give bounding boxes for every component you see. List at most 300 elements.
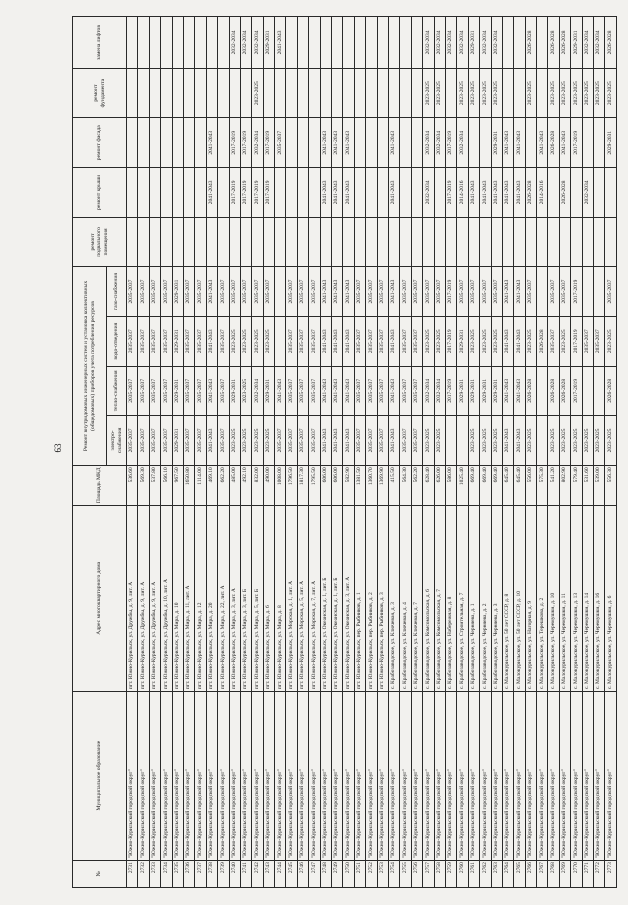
cell-area: 1008.00 xyxy=(275,465,286,505)
cell-num: 2733 xyxy=(149,860,160,887)
cell-gas: 2035-2037 xyxy=(548,267,559,317)
cell-area: 492.10 xyxy=(240,465,251,505)
cell-water: 2041-2043 xyxy=(343,316,354,366)
cell-lift xyxy=(218,17,229,69)
cell-num: 2732 xyxy=(138,860,149,887)
table-row xyxy=(172,17,183,888)
header-electro: электро-снабжения xyxy=(107,416,127,466)
cell-heat: 2035-2037 xyxy=(218,366,229,416)
cell-basement xyxy=(594,217,605,267)
cell-basement xyxy=(206,217,217,267)
cell-foundation xyxy=(366,68,377,118)
cell-num: 2757 xyxy=(423,860,434,887)
cell-foundation xyxy=(309,68,320,118)
cell-municipality: "Южно-Курильский городской округ" xyxy=(127,691,138,860)
cell-electro xyxy=(537,416,548,466)
cell-heat: 2032-2034 xyxy=(252,366,263,416)
cell-gas: 2035-2037 xyxy=(138,267,149,317)
cell-roof xyxy=(366,168,377,218)
cell-foundation xyxy=(161,68,172,118)
cell-gas: 2035-2037 xyxy=(434,267,445,317)
cell-area: 669.40 xyxy=(491,465,502,505)
cell-heat: 2035-2037 xyxy=(297,366,308,416)
cell-heat: 2041-2043 xyxy=(502,366,513,416)
cell-foundation xyxy=(149,68,160,118)
cell-lift: 2032-2034 xyxy=(582,17,593,69)
cell-municipality: "Южно-Курильский городской округ" xyxy=(388,691,399,860)
cell-municipality: "Южно-Курильский городской округ" xyxy=(297,691,308,860)
cell-foundation xyxy=(263,68,274,118)
cell-basement xyxy=(309,217,320,267)
cell-facade: 2032-2034 xyxy=(457,118,468,168)
cell-num: 2765 xyxy=(514,860,525,887)
cell-water: 2035-2037 xyxy=(138,316,149,366)
cell-address: с. Крабозаводское, ул. Черняева, д. 2 xyxy=(480,505,491,691)
cell-num: 2769 xyxy=(559,860,570,887)
table-row xyxy=(502,17,513,888)
cell-roof xyxy=(411,168,422,218)
cell-facade: 2029-2031 xyxy=(605,118,616,168)
table-row xyxy=(183,17,194,888)
cell-facade: 2041-2043 xyxy=(559,118,570,168)
cell-num: 2773 xyxy=(605,860,616,887)
cell-num: 2735 xyxy=(172,860,183,887)
cell-address: с. Малокурильское, ул. Терешкова, д. 2 xyxy=(537,505,548,691)
table-row xyxy=(206,17,217,888)
cell-heat: 2035-2037 xyxy=(127,366,138,416)
cell-water: 2023-2025 xyxy=(434,316,445,366)
cell-municipality: "Южно-Курильский городской округ" xyxy=(275,691,286,860)
cell-lift xyxy=(377,17,388,69)
table-row xyxy=(127,17,138,888)
cell-roof xyxy=(286,168,297,218)
table-row xyxy=(240,17,251,888)
cell-facade xyxy=(400,118,411,168)
cell-num: 2738 xyxy=(206,860,217,887)
cell-num: 2748 xyxy=(320,860,331,887)
cell-heat: 2041-2043 xyxy=(275,366,286,416)
cell-electro: 2023-2025 xyxy=(263,416,274,466)
cell-gas xyxy=(537,267,548,317)
cell-electro: 2023-2025 xyxy=(480,416,491,466)
cell-basement xyxy=(149,217,160,267)
cell-lift: 2032-2034 xyxy=(252,17,263,69)
cell-gas: 2035-2037 xyxy=(218,267,229,317)
cell-num: 2760 xyxy=(457,860,468,887)
header-gas: газо-снабжения xyxy=(107,267,127,317)
cell-foundation xyxy=(286,68,297,118)
cell-heat: 2035-2037 xyxy=(183,366,194,416)
document-sheet xyxy=(72,16,612,888)
cell-municipality: "Южно-Курильский городской округ" xyxy=(423,691,434,860)
cell-basement xyxy=(275,217,286,267)
cell-lift: 2032-2034 xyxy=(480,17,491,69)
cell-gas xyxy=(582,267,593,317)
cell-lift xyxy=(195,17,206,69)
cell-basement xyxy=(400,217,411,267)
cell-electro xyxy=(445,416,456,466)
cell-heat: 2032-2034 xyxy=(423,366,434,416)
cell-address: с. Крабозаводское, ул. Ключевая, д. 3 xyxy=(388,505,399,691)
cell-water: 2035-2037 xyxy=(354,316,365,366)
cell-address: пгт. Южно-Курильск, ул. Мира, д. 10 xyxy=(172,505,183,691)
cell-address: с. Крабозаводское, ул. Черняева, д. 3 xyxy=(491,505,502,691)
cell-area: 606.00 xyxy=(332,465,343,505)
cell-basement xyxy=(343,217,354,267)
cell-gas: 2041-2043 xyxy=(332,267,343,317)
cell-municipality: "Южно-Курильский городской округ" xyxy=(411,691,422,860)
cell-foundation: 2023-2025 xyxy=(548,68,559,118)
header-roof: ремонт крыши xyxy=(73,168,127,218)
cell-roof: 2017-2019 xyxy=(229,168,240,218)
cell-gas: 2035-2037 xyxy=(468,267,479,317)
cell-facade xyxy=(354,118,365,168)
table-row xyxy=(297,17,308,888)
cell-heat: 2023-2025 xyxy=(240,366,251,416)
cell-address: с. Крабозаводское, ул. Ключевая, д. 4 xyxy=(400,505,411,691)
cell-electro: 2035-2037 xyxy=(411,416,422,466)
cell-municipality: "Южно-Курильский городской округ" xyxy=(252,691,263,860)
cell-heat: 2035-2037 xyxy=(149,366,160,416)
cell-electro: 2023-2025 xyxy=(582,416,593,466)
cell-electro: 2023-2025 xyxy=(252,416,263,466)
cell-water: 2023-2025 xyxy=(525,316,536,366)
table-header xyxy=(73,17,127,888)
cell-municipality: "Южно-Курильский городской округ" xyxy=(320,691,331,860)
cell-electro: 2023-2025 xyxy=(594,416,605,466)
cell-basement xyxy=(388,217,399,267)
cell-roof: 2041-2043 xyxy=(332,168,343,218)
cell-basement xyxy=(354,217,365,267)
cell-roof: 2017-2019 xyxy=(263,168,274,218)
cell-facade: 2029-2031 xyxy=(491,118,502,168)
cell-area: 569.30 xyxy=(138,465,149,505)
table-row xyxy=(263,17,274,888)
cell-gas: 2035-2037 xyxy=(377,267,388,317)
cell-foundation xyxy=(218,68,229,118)
cell-facade: 2032-2034 xyxy=(252,118,263,168)
cell-lift xyxy=(320,17,331,69)
cell-gas: 2041-2043 xyxy=(502,267,513,317)
cell-area: 802.90 xyxy=(559,465,570,505)
cell-foundation: 2023-2025 xyxy=(480,68,491,118)
cell-area: 662.20 xyxy=(218,465,229,505)
table-row xyxy=(161,17,172,888)
cell-gas: 2035-2037 xyxy=(127,267,138,317)
cell-foundation xyxy=(377,68,388,118)
cell-roof: 2026-2028 xyxy=(525,168,536,218)
cell-heat xyxy=(594,366,605,416)
table-row xyxy=(252,17,263,888)
cell-gas: 2035-2037 xyxy=(229,267,240,317)
cell-water: 2023-2025 xyxy=(229,316,240,366)
table-row xyxy=(149,17,160,888)
cell-foundation xyxy=(537,68,548,118)
cell-municipality: "Южно-Курильский городской округ" xyxy=(343,691,354,860)
cell-facade xyxy=(183,118,194,168)
cell-foundation: 2023-2025 xyxy=(457,68,468,118)
cell-water: 2035-2037 xyxy=(286,316,297,366)
cell-facade xyxy=(525,118,536,168)
cell-heat: 2035-2037 xyxy=(366,366,377,416)
cell-basement xyxy=(286,217,297,267)
cell-basement xyxy=(172,217,183,267)
cell-gas: 2035-2037 xyxy=(297,267,308,317)
cell-area: 669.40 xyxy=(480,465,491,505)
cell-electro: 2035-2037 xyxy=(195,416,206,466)
table-row xyxy=(525,17,536,888)
cell-area: 539.00 xyxy=(594,465,605,505)
cell-num: 2744 xyxy=(275,860,286,887)
cell-roof: 2041-2043 xyxy=(502,168,513,218)
cell-area: 1025.40 xyxy=(457,465,468,505)
cell-foundation xyxy=(183,68,194,118)
table-row xyxy=(218,17,229,888)
cell-basement xyxy=(502,217,513,267)
cell-municipality: "Южно-Курильский городской округ" xyxy=(468,691,479,860)
cell-municipality: "Южно-Курильский городской округ" xyxy=(354,691,365,860)
table-row xyxy=(343,17,354,888)
cell-roof: 2032-2034 xyxy=(582,168,593,218)
cell-heat: 2035-2037 xyxy=(161,366,172,416)
cell-electro: 2035-2037 xyxy=(218,416,229,466)
cell-electro: 2041-2043 xyxy=(514,416,525,466)
cell-roof: 2026-2028 xyxy=(559,168,570,218)
cell-water: 2023-2025 xyxy=(240,316,251,366)
cell-basement xyxy=(445,217,456,267)
cell-water: 2023-2025 xyxy=(491,316,502,366)
cell-basement xyxy=(183,217,194,267)
cell-address: пгт. Южно-Курильск, ул. Морская, д. 1, лит. А xyxy=(286,505,297,691)
cell-foundation xyxy=(388,68,399,118)
cell-facade: 2032-2034 xyxy=(423,118,434,168)
cell-municipality: "Южно-Курильский городской округ" xyxy=(206,691,217,860)
cell-foundation: 2023-2025 xyxy=(571,68,582,118)
cell-facade xyxy=(161,118,172,168)
cell-roof: 2041-2043 xyxy=(491,168,502,218)
cell-facade: 2041-2043 xyxy=(502,118,513,168)
cell-foundation xyxy=(502,68,513,118)
cell-electro: 2035-2037 xyxy=(138,416,149,466)
cell-num: 2743 xyxy=(263,860,274,887)
cell-heat: 2041-2043 xyxy=(388,366,399,416)
cell-electro: 2041-2043 xyxy=(343,416,354,466)
cell-foundation xyxy=(320,68,331,118)
cell-lift: 2032-2034 xyxy=(445,17,456,69)
table-row xyxy=(366,17,377,888)
cell-electro: 2035-2037 xyxy=(183,416,194,466)
cell-roof xyxy=(297,168,308,218)
cell-gas: 2035-2037 xyxy=(457,267,468,317)
cell-foundation xyxy=(297,68,308,118)
cell-foundation xyxy=(172,68,183,118)
header-address: Адрес многоквартирного дома xyxy=(73,505,127,691)
cell-facade: 2017-2019 xyxy=(571,118,582,168)
cell-municipality: "Южно-Курильский городской округ" xyxy=(161,691,172,860)
cell-address: пгт. Южно-Курильск, ул. Мира, д. 6 xyxy=(263,505,274,691)
table-row xyxy=(434,17,445,888)
cell-facade xyxy=(366,118,377,168)
cell-water: 2041-2043 xyxy=(206,316,217,366)
cell-water: 2029-2031 xyxy=(457,316,468,366)
cell-gas: 2035-2037 xyxy=(240,267,251,317)
cell-gas: 2041-2043 xyxy=(514,267,525,317)
cell-area: 1381.50 xyxy=(354,465,365,505)
cell-address: с. Малокурильское, ул. Черемушки, д. 14 xyxy=(582,505,593,691)
cell-water: 2041-2043 xyxy=(514,316,525,366)
cell-gas: 2035-2037 xyxy=(195,267,206,317)
cell-lift xyxy=(514,17,525,69)
cell-water: 2035-2037 xyxy=(297,316,308,366)
cell-gas xyxy=(275,267,286,317)
cell-roof: 2017-2019 xyxy=(445,168,456,218)
header-foundation: ремонт фундамента xyxy=(73,68,127,118)
cell-lift: 2032-2034 xyxy=(229,17,240,69)
cell-roof: 2041-2043 xyxy=(206,168,217,218)
table-row xyxy=(582,17,593,888)
cell-basement xyxy=(195,217,206,267)
cell-foundation: 2023-2025 xyxy=(594,68,605,118)
cell-lift xyxy=(127,17,138,69)
cell-foundation xyxy=(206,68,217,118)
cell-heat: 2035-2037 xyxy=(354,366,365,416)
cell-foundation xyxy=(195,68,206,118)
cell-lift: 2032-2034 xyxy=(240,17,251,69)
table-row xyxy=(275,17,286,888)
cell-roof xyxy=(548,168,559,218)
cell-num: 2755 xyxy=(400,860,411,887)
cell-lift: 2029-2031 xyxy=(468,17,479,69)
cell-municipality: "Южно-Курильский городской округ" xyxy=(582,691,593,860)
cell-roof: 2014-2016 xyxy=(537,168,548,218)
cell-lift xyxy=(343,17,354,69)
cell-electro: 2041-2043 xyxy=(502,416,513,466)
rotated-table-wrapper xyxy=(72,16,612,888)
cell-water: 2017-2019 xyxy=(445,316,456,366)
cell-basement xyxy=(434,217,445,267)
cell-area: 628.40 xyxy=(423,465,434,505)
cell-lift: 2032-2034 xyxy=(457,17,468,69)
cell-facade: 2041-2043 xyxy=(514,118,525,168)
cell-area: 490.00 xyxy=(263,465,274,505)
cell-gas: 2041-2043 xyxy=(320,267,331,317)
repair-schedule-table xyxy=(72,16,617,888)
table-row xyxy=(491,17,502,888)
cell-electro: 2035-2037 xyxy=(309,416,320,466)
cell-roof xyxy=(309,168,320,218)
cell-basement xyxy=(559,217,570,267)
cell-electro: 2035-2037 xyxy=(161,416,172,466)
cell-basement xyxy=(297,217,308,267)
cell-roof xyxy=(138,168,149,218)
cell-num: 2762 xyxy=(480,860,491,887)
cell-address: пгт. Южно-Курильск, ул. Дружбы, д. 9, лит. А xyxy=(138,505,149,691)
cell-address: с. Крабозаводское, ул. Комсомольская, д. 7 xyxy=(434,505,445,691)
cell-roof: 2041-2043 xyxy=(320,168,331,218)
cell-water: 2035-2037 xyxy=(400,316,411,366)
cell-lift xyxy=(138,17,149,69)
cell-area: 575.30 xyxy=(537,465,548,505)
table-row xyxy=(286,17,297,888)
cell-foundation xyxy=(275,68,286,118)
cell-lift xyxy=(161,17,172,69)
cell-heat: 2029-2031 xyxy=(491,366,502,416)
cell-foundation xyxy=(343,68,354,118)
cell-foundation: 2023-2025 xyxy=(559,68,570,118)
cell-roof xyxy=(161,168,172,218)
cell-roof xyxy=(218,168,229,218)
header-area: Площадь МКД xyxy=(73,465,127,505)
cell-facade: 2026-2028 xyxy=(548,118,559,168)
cell-num: 2753 xyxy=(377,860,388,887)
cell-address: пгт. Южно-Курильск, ул. Океанская, д. 1, лит. Б xyxy=(332,505,343,691)
cell-heat: 2017-2019 xyxy=(445,366,456,416)
cell-gas: 2035-2037 xyxy=(263,267,274,317)
page-number: 63 xyxy=(53,443,63,453)
cell-municipality: "Южно-Курильский городской округ" xyxy=(400,691,411,860)
cell-water: 2035-2037 xyxy=(195,316,206,366)
cell-basement xyxy=(525,217,536,267)
cell-water: 2041-2043 xyxy=(320,316,331,366)
cell-area: 626.00 xyxy=(434,465,445,505)
cell-facade xyxy=(594,118,605,168)
cell-heat: 2041-2043 xyxy=(514,366,525,416)
cell-gas: 2035-2037 xyxy=(161,267,172,317)
cell-foundation xyxy=(354,68,365,118)
cell-municipality: "Южно-Курильский городской округ" xyxy=(377,691,388,860)
cell-heat: 2041-2043 xyxy=(320,366,331,416)
table-row xyxy=(445,17,456,888)
cell-basement xyxy=(161,217,172,267)
table-row xyxy=(571,17,582,888)
cell-gas: 2035-2037 xyxy=(252,267,263,317)
cell-num: 2751 xyxy=(354,860,365,887)
cell-num: 2739 xyxy=(218,860,229,887)
cell-basement xyxy=(252,217,263,267)
cell-water: 2035-2037 xyxy=(183,316,194,366)
cell-lift xyxy=(309,17,320,69)
header-heat: тепло-снабжения xyxy=(107,366,127,416)
cell-roof xyxy=(354,168,365,218)
cell-address: с. Малокурильское, ул. Черемушки, д. 11 xyxy=(559,505,570,691)
cell-basement xyxy=(366,217,377,267)
cell-gas: 2029-2031 xyxy=(172,267,183,317)
cell-municipality: "Южно-Курильский городской округ" xyxy=(172,691,183,860)
table-row xyxy=(548,17,559,888)
cell-facade: 2041-2043 xyxy=(343,118,354,168)
cell-basement xyxy=(468,217,479,267)
cell-water: 2035-2037 xyxy=(218,316,229,366)
cell-lift xyxy=(502,17,513,69)
table-row xyxy=(457,17,468,888)
cell-gas: 2035-2037 xyxy=(605,267,616,317)
header-repair-group: Ремонт внутридомовых инженерных систем и установка коллективных (общедомовых) приборов учета потребления ресурсов xyxy=(73,267,107,465)
cell-roof xyxy=(275,168,286,218)
cell-basement xyxy=(537,217,548,267)
cell-municipality: "Южно-Курильский городской округ" xyxy=(445,691,456,860)
cell-gas: 2017-2019 xyxy=(571,267,582,317)
cell-address: с. Крабозаводское, ул. Ключевая, д. 7 xyxy=(411,505,422,691)
cell-municipality: "Южно-Курильский городской округ" xyxy=(183,691,194,860)
cell-municipality: "Южно-Курильский городской округ" xyxy=(332,691,343,860)
cell-num: 2745 xyxy=(286,860,297,887)
cell-area: 645.40 xyxy=(514,465,525,505)
cell-water: 2023-2025 xyxy=(263,316,274,366)
cell-area: 564.30 xyxy=(400,465,411,505)
cell-address: с. Крабозаводское, ул. Комсомольская, д. 6 xyxy=(423,505,434,691)
cell-water: 2035-2037 xyxy=(149,316,160,366)
table-row xyxy=(309,17,320,888)
